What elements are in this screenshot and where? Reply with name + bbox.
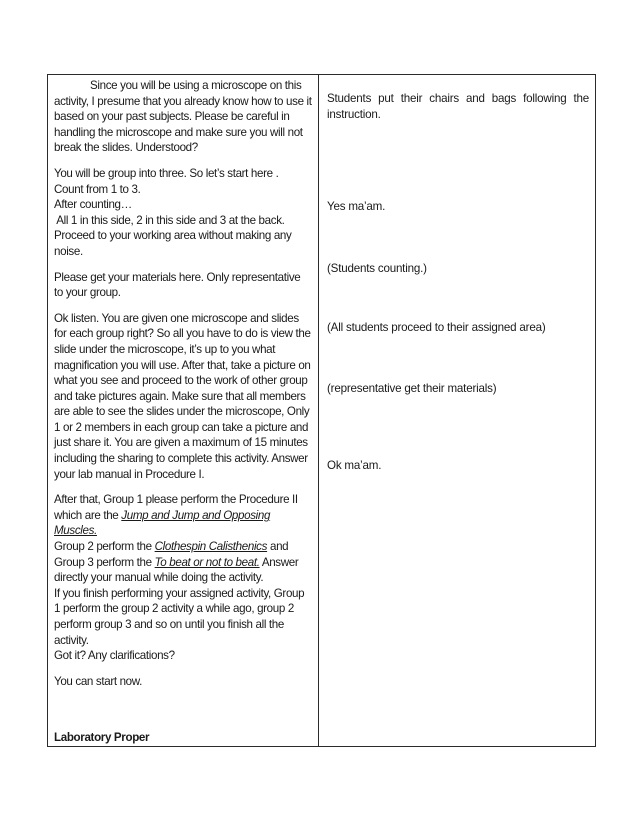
paragraph-rotation: If you finish performing your assigned activity, Group 1 perform the group 2 activity a while ago, group 2 perform group 3 and so on until you finish all the activity. bbox=[54, 586, 305, 647]
paragraph-grouping-line: Proceed to your working area without making any noise. bbox=[54, 229, 292, 258]
teacher-activity-cell bbox=[48, 75, 319, 747]
paragraph-grouping-line: After counting… bbox=[54, 198, 132, 212]
paragraph-microscope-intro: Since you will be using a microscope on this activity, I presume that you already know how to use it based on your past subjects. Please be careful in handling the microscope and make sure you will not break the slides. Understood? bbox=[54, 79, 312, 155]
paragraph-procedure-two bbox=[54, 492, 312, 539]
paragraph-grouping-line: All 1 in this side, 2 in this side and 3 at the back. bbox=[54, 213, 285, 227]
text-segment: After that, Group 1 please perform the Procedure II which are the bbox=[54, 493, 298, 522]
student-activity-text bbox=[319, 75, 595, 743]
lesson-plan-table bbox=[47, 74, 596, 747]
section-heading-laboratory-proper: Laboratory Proper bbox=[54, 731, 150, 745]
paragraph-start: You can start now. bbox=[54, 674, 143, 688]
student-response-counting: (Students counting.) bbox=[327, 262, 427, 275]
student-response-materials: (representative get their materials) bbox=[327, 382, 497, 395]
activity-title-clothespin: Clothespin Calisthenics bbox=[154, 540, 268, 554]
activity-title-beat: To beat or not to beat. bbox=[154, 555, 260, 569]
student-response-ok: Ok ma’am. bbox=[327, 459, 382, 472]
student-response-proceed: (All students proceed to their assigned area) bbox=[327, 321, 546, 334]
student-response-yes: Yes ma’am. bbox=[327, 200, 386, 213]
paragraph-grouping-line: Count from 1 to 3. bbox=[54, 182, 141, 196]
paragraph-clarifications: Got it? Any clarifications? bbox=[54, 649, 175, 663]
text-segment: Group 2 perform the bbox=[54, 540, 155, 554]
text-segment: and Group 3 perform the bbox=[54, 540, 289, 569]
activity-title-jump: Jump and Jump and Opposing Muscles. bbox=[54, 508, 271, 538]
paragraph-procedure-two-cont bbox=[54, 539, 312, 586]
paragraph-materials: Please get your materials here. Only representative to your group. bbox=[54, 270, 301, 300]
text-segment: Answer directly your manual while doing the activity. bbox=[54, 555, 299, 585]
student-response-chairs: Students put their chairs and bags following the instruction. bbox=[327, 92, 589, 121]
paragraph-grouping-line: You will be group into three. So let’s start here . bbox=[54, 166, 279, 180]
paragraph-instructions: Ok listen. You are given one microscope and slides for each group right? So all you have to do is view the slide under the microscope, it’s up to you what magnification you will use. After that, take a picture on what you see and proceed to the work of other group and take pictures again. Make sure that all members are able to see the slides under the microscope, Only 1 or 2 members in each group can take a picture and just share it. You are given a maximum of 15 minutes including the sharing to complete this activity. Answer your lab manual in Procedure I. bbox=[54, 311, 311, 481]
table-row bbox=[48, 75, 596, 747]
student-activity-cell bbox=[319, 75, 596, 747]
teacher-activity-text bbox=[48, 75, 318, 746]
